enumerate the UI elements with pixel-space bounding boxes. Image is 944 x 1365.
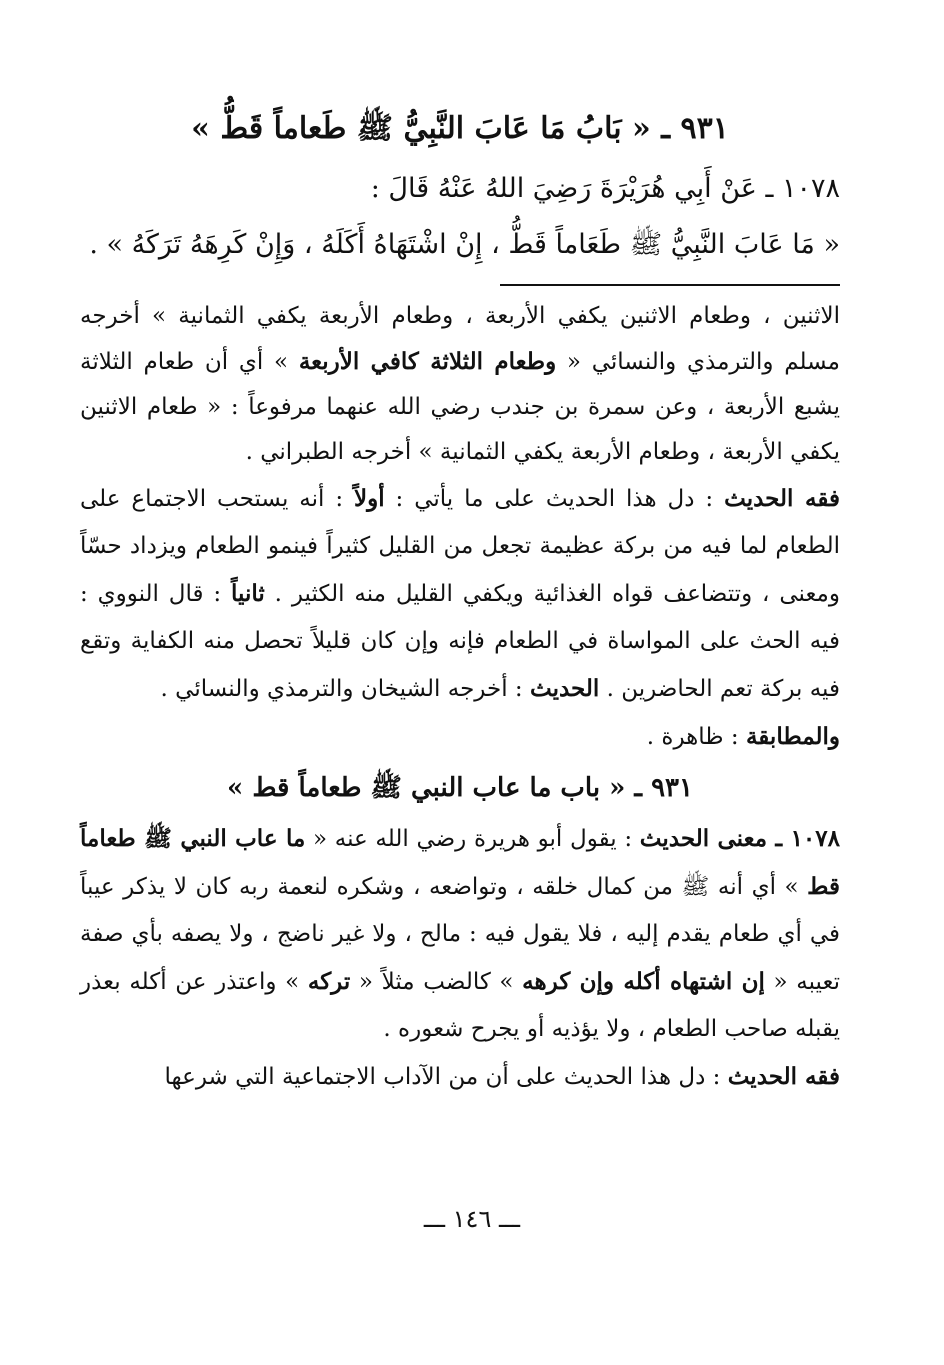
fiqh-label: فقه الحديث (724, 485, 840, 512)
sub-chapter-title: ٩٣١ ـ « باب ما عاب النبي ﷺ طعاماً قط » (227, 773, 693, 803)
meaning-label: معنى الحديث (639, 825, 768, 852)
fiqh-text-3: : قال النووي : فيه الحث على المواساة في الطعام فإنه وإن كان قليلاً تحصل منه الكفاية وتقع فيه بركة تعم الحاضرين . (80, 581, 840, 702)
meaning-paragraph (80, 815, 840, 1053)
fiqh-paragraph-1 (80, 475, 840, 713)
footnote-continuation (80, 294, 840, 475)
meaning-bold-3: تركه (307, 968, 351, 995)
meaning-text-3: » كالضب مثلاً « (350, 969, 523, 995)
meaning-number: ١٠٧٨ ـ (767, 825, 840, 852)
second-label: ثانياً (231, 580, 265, 607)
meaning-text-1: : يقول أبو هريرة رضي الله عنه « (305, 826, 640, 852)
meaning-bold-1: ما عاب النبي ﷺ طعاماً قط (80, 825, 840, 900)
meaning-text-4: » واعتذر عن أكله بعذر يقبله صاحب الطعام ، ولا يؤذيه أو يجرح شعوره . (80, 969, 840, 1042)
page-body (80, 100, 840, 1101)
chapter-title: ٩٣١ ـ « بَابُ مَا عَابَ النَّبِيُّ ﷺ طَعاماً قَطُّ » (191, 111, 729, 146)
fiqh-text-4: : أخرجه الشيخان والترمذي والنسائي . (160, 676, 530, 702)
meaning-text-2: » أي أنه ﷺ من كمال خلقه ، وتواضعه ، وشكره لنعمة ربه كان لا يذكر عيباً في أي طعام يقدم إليه ، فلا يقول فيه : مالح ، ولا غير ناضج ، ولا يصفه بأي صفة تعيبه « (80, 874, 840, 995)
hadith-text: « مَا عَابَ النَّبِيُّ ﷺ طَعَاماً قَطُّ ، إِنْ اشْتَهَاهُ أَكَلَهُ ، وَإِنْ كَرِهَهُ تَرَكَهُ » . (89, 229, 840, 260)
hadith-source-label: الحديث (529, 675, 600, 702)
mutabaqa-text: : ظاهرة . (646, 724, 746, 750)
meaning-bold-2: إن اشتهاه أكله وإن كرهه (522, 968, 765, 995)
footnote-divider (500, 284, 840, 286)
page-number: ـــ ١٤٦ ـــ (423, 1205, 521, 1233)
hadith-intro: ١٠٧٨ ـ عَنْ أَبِي هُرَيْرَةَ رَضِيَ اللهُ عَنْهُ قَالَ : (370, 173, 840, 204)
fiqh-text-1: : دل هذا الحديث على ما يأتي : (384, 486, 725, 512)
fiqh-text-2: : أنه يستحب الاجتماع على الطعام لما فيه من بركة عظيمة تجعل من القليل كثيراً فينمو الطعام ويزداد حسّاً ومعنى ، وتتضاعف قواه الغذائية ويكفي القليل منه الكثير . (80, 486, 840, 607)
footnote-text-2: » أي أن طعام الثلاثة يشبع الأربعة ، وعن سمرة بن جندب رضي الله عنهما مرفوعاً : « طعام الاثنين يكفي الأربعة ، وطعام الأربعة يكفي الثمانية » أخرجه الطبراني . (80, 349, 840, 465)
fiqh-label-2: فقه الحديث (727, 1063, 840, 1090)
fiqh-text-5: : دل هذا الحديث على أن من الآداب الاجتماعية التي شرعها (164, 1064, 728, 1090)
first-label: أولاً (354, 485, 385, 512)
mutabaqa-line (80, 713, 840, 761)
fiqh-paragraph-2 (80, 1053, 840, 1101)
mutabaqa-label: والمطابقة (745, 723, 840, 750)
footnote-text: الاثنين ، وطعام الاثنين يكفي الأربعة ، وطعام الأربعة يكفي الثمانية » أخرجه مسلم والترمذي والنسائي « (80, 303, 841, 375)
footnote-bold-phrase: وطعام الثلاثة كافي الأربعة (298, 348, 557, 375)
